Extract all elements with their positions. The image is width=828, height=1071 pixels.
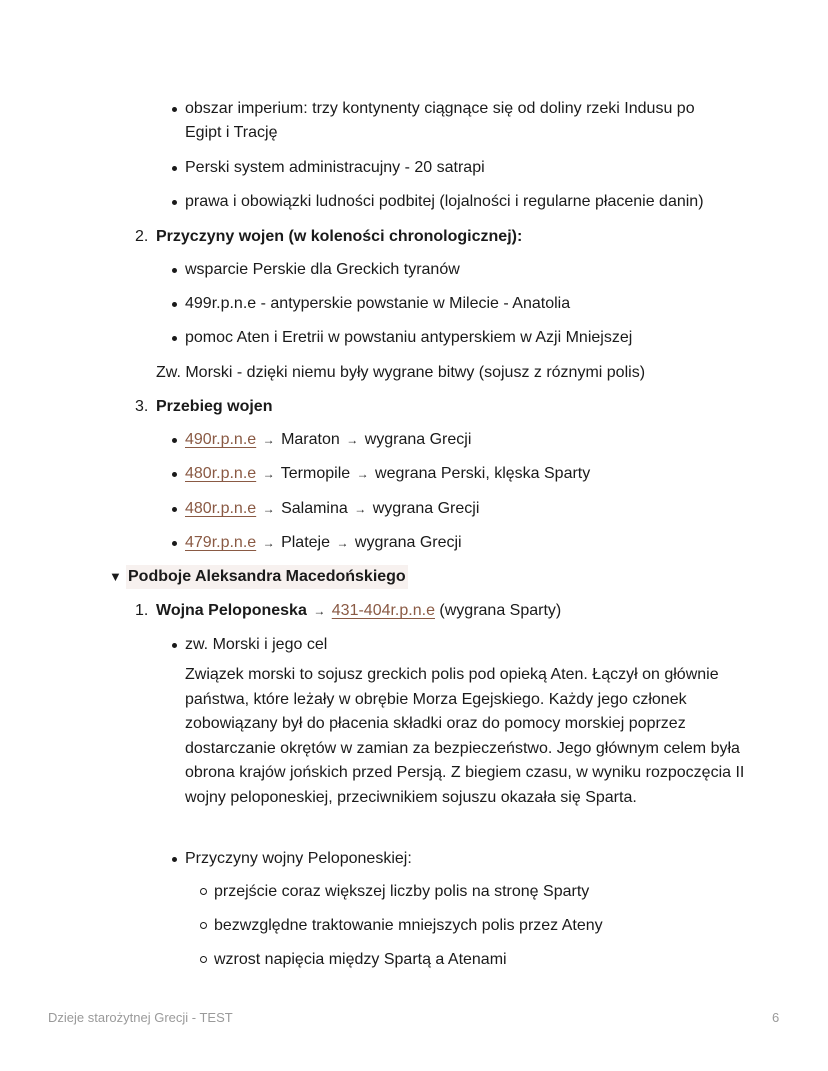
circle-bullet — [200, 956, 207, 963]
heading-causes-of-wars: Przyczyny wojen (w koleności chronologicznej): — [156, 228, 523, 245]
arrow-icon: → — [346, 433, 359, 447]
battle-result: wygrana Grecji — [354, 534, 462, 551]
sublist-item-cause-1: przejście coraz większej liczby polis na stronę Sparty — [214, 883, 590, 900]
arrow-icon: → — [262, 433, 275, 447]
war-outcome: (wygrana Sparty) — [439, 602, 562, 619]
bullet-dot — [172, 643, 177, 648]
toggle-triangle-icon[interactable]: ▼ — [109, 569, 122, 584]
sublist-item-cause-3: wzrost napięcia między Spartą a Atenami — [214, 951, 507, 968]
bullet-dot — [172, 166, 177, 171]
circle-bullet — [200, 888, 207, 895]
heading-course-of-wars: Przebieg wojen — [156, 398, 273, 415]
arrow-icon: → — [262, 536, 275, 550]
arrow-icon: → — [262, 467, 275, 481]
battle-place: Maraton — [281, 431, 340, 448]
arrow-icon: → — [262, 502, 275, 516]
list-item-rights: prawa i obowiązki ludności podbitej (lojalności i regularne płacenie danin) — [185, 193, 704, 210]
arrow-icon: → — [336, 536, 349, 550]
bullet-dot — [172, 857, 177, 862]
note-naval-league: Zw. Morski - dzięki niemu były wygrane bitwy (sojusz z róznymi polis) — [156, 364, 646, 381]
list-item-cause-2: 499r.p.n.e - antyperskie powstanie w Milecie - Anatolia — [185, 295, 571, 312]
bullet-dot — [172, 541, 177, 546]
arrow-icon: → — [354, 502, 367, 516]
bullet-dot — [172, 507, 177, 512]
date-link[interactable]: 479r.p.n.e — [185, 534, 257, 551]
list-item-war-causes: Przyczyny wojny Peloponeskiej: — [185, 850, 412, 867]
date-link[interactable]: 431-404r.p.n.e — [331, 602, 435, 619]
war-title: Wojna Peloponeska — [156, 602, 307, 619]
battle-place: Plateje — [281, 534, 330, 551]
date-link[interactable]: 490r.p.n.e — [185, 431, 257, 448]
battle-result: wegrana Perski, klęska Sparty — [375, 465, 591, 482]
bullet-dot — [172, 200, 177, 205]
bullet-dot — [172, 472, 177, 477]
list-item-cause-3: pomoc Aten i Eretrii w powstaniu antyperskiem w Azji Mniejszej — [185, 329, 633, 346]
list-item-empire-area-cont: Egipt i Trację — [185, 124, 278, 141]
footer-document-title: Dzieje starożytnej Grecji - TEST — [48, 1010, 233, 1025]
arrow-icon: → — [313, 604, 326, 618]
circle-bullet — [200, 922, 207, 929]
list-item-satrapies: Perski system administracujny - 20 satrapi — [185, 159, 485, 176]
footer-page-number: 6 — [772, 1010, 780, 1025]
sublist-item-cause-2: bezwzględne traktowanie mniejszych polis przez Ateny — [214, 917, 603, 934]
paragraph-naval-league: Związek morski to sojusz greckich polis pod opieką Aten. Łączył on głównie państwa, które leżały w obrębie Morza Egejskiego. Każdy jego członek zobowiązany był do płacenia składki oraz do pomocy morskiej poprzez dostarczanie okrętów w zamian za bezpieczeństwo. Jego głównym celem była obrona krajów jońskich przed Persją. Z biegiem czasu, w wyniku rozpoczęcia II wojny peloponeskiej, przeciwnikiem sojuszu okazała się Sparta. — [185, 666, 745, 806]
battle-result: wygrana Grecji — [364, 431, 472, 448]
bullet-dot — [172, 336, 177, 341]
list-item-battle-plataea — [185, 531, 462, 555]
battle-place: Salamina — [281, 500, 348, 517]
list-item-battle-marathon — [185, 428, 471, 452]
battle-result: wygrana Grecji — [372, 500, 480, 517]
list-item-naval-league: zw. Morski i jego cel — [185, 636, 328, 653]
list-item-battle-thermopylae — [185, 462, 590, 486]
list-number-2: 2. — [135, 228, 149, 245]
list-number-3: 3. — [135, 398, 149, 415]
heading-peloponnesian-war — [156, 599, 561, 623]
list-item-cause-1: wsparcie Perskie dla Greckich tyranów — [185, 261, 460, 278]
toggle-heading[interactable]: Podboje Aleksandra Macedońskiego — [126, 565, 408, 589]
bullet-dot — [172, 302, 177, 307]
date-link[interactable]: 480r.p.n.e — [185, 500, 257, 517]
list-item-empire-area: obszar imperium: trzy kontynenty ciągnące się od doliny rzeki Indusu po — [185, 100, 695, 117]
arrow-icon: → — [356, 467, 369, 481]
list-number-1: 1. — [135, 602, 149, 619]
date-link[interactable]: 480r.p.n.e — [185, 465, 257, 482]
bullet-dot — [172, 107, 177, 112]
battle-place: Termopile — [280, 465, 351, 482]
bullet-dot — [172, 438, 177, 443]
list-item-battle-salamis — [185, 497, 479, 521]
bullet-dot — [172, 268, 177, 273]
